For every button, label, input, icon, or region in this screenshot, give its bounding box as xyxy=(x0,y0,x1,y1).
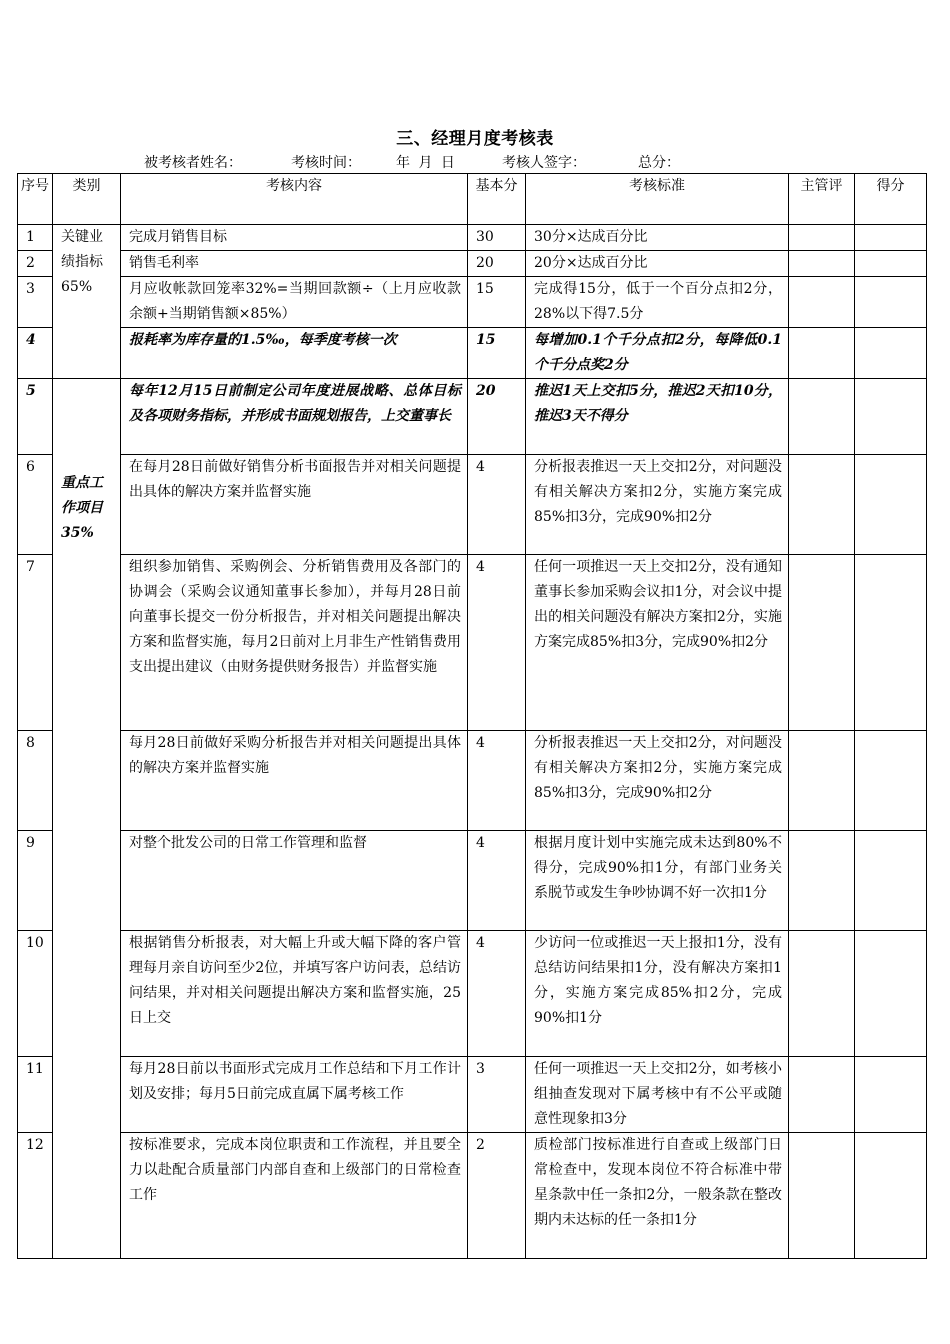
header-manager-eval: 主管评 xyxy=(789,174,855,225)
row-seq: 10 xyxy=(18,931,53,1057)
row-base-score: 4 xyxy=(468,455,526,555)
row-score-cell[interactable] xyxy=(855,731,927,831)
row-seq: 2 xyxy=(18,251,53,277)
row-base-score: 4 xyxy=(468,731,526,831)
row-score-cell[interactable] xyxy=(855,328,927,379)
row-base-score: 20 xyxy=(468,379,526,455)
row-standard: 少访问一位或推迟一天上报扣1分，没有总结访问结果扣1分，没有解决方案扣1分，实施方案完成85%扣2分，完成90%扣1分 xyxy=(526,931,789,1057)
row-score-cell[interactable] xyxy=(855,251,927,277)
table-row xyxy=(18,225,927,251)
category-key-performance: 关键业绩指标65% xyxy=(53,225,121,379)
row-base-score: 30 xyxy=(468,225,526,251)
meta-line xyxy=(0,152,950,172)
row-base-score: 2 xyxy=(468,1133,526,1259)
header-standard: 考核标准 xyxy=(526,174,789,225)
row-base-score: 4 xyxy=(468,831,526,931)
total-score-label: 总分： xyxy=(638,155,680,171)
assessee-name-label: 被考核者姓名： xyxy=(144,155,242,171)
row-score-cell[interactable] xyxy=(855,931,927,1057)
row-content: 按标准要求，完成本岗位职责和工作流程，并且要全力以赴配合质量部门内部自查和上级部门的日常检查工作 xyxy=(121,1133,468,1259)
row-seq: 7 xyxy=(18,555,53,731)
row-seq: 3 xyxy=(18,277,53,328)
row-seq: 11 xyxy=(18,1057,53,1133)
row-standard: 根据月度计划中实施完成未达到80%不得分，完成90%扣1分，有部门业务关系脱节或发生争吵协调不好一次扣1分 xyxy=(526,831,789,931)
row-content: 报耗率为库存量的1.5‰，每季度考核一次 xyxy=(121,328,468,379)
row-base-score: 4 xyxy=(468,555,526,731)
row-seq: 12 xyxy=(18,1133,53,1259)
table-row xyxy=(18,277,927,328)
row-seq: 4 xyxy=(18,328,53,379)
row-manager-eval-cell[interactable] xyxy=(789,731,855,831)
assessment-table xyxy=(17,173,927,1259)
row-score-cell[interactable] xyxy=(855,555,927,731)
table-row xyxy=(18,731,927,831)
table-row xyxy=(18,1133,927,1259)
row-score-cell[interactable] xyxy=(855,1057,927,1133)
date-label: 年 月 日 xyxy=(396,155,455,171)
row-manager-eval-cell[interactable] xyxy=(789,831,855,931)
row-standard: 20分×达成百分比 xyxy=(526,251,789,277)
row-manager-eval-cell[interactable] xyxy=(789,1133,855,1259)
header-seq: 序号 xyxy=(18,174,53,225)
row-base-score: 15 xyxy=(468,277,526,328)
row-standard: 30分×达成百分比 xyxy=(526,225,789,251)
row-standard: 完成得15分，低于一个百分点扣2分，28%以下得7.5分 xyxy=(526,277,789,328)
row-manager-eval-cell[interactable] xyxy=(789,328,855,379)
row-seq: 9 xyxy=(18,831,53,931)
row-seq: 8 xyxy=(18,731,53,831)
table-row xyxy=(18,555,927,731)
row-content: 每月28日前做好采购分析报告并对相关问题提出具体的解决方案并监督实施 xyxy=(121,731,468,831)
row-standard: 分析报表推迟一天上交扣2分，对问题没有相关解决方案扣2分，实施方案完成85%扣3分，完成90%扣2分 xyxy=(526,455,789,555)
assessor-signature-label: 考核人签字： xyxy=(502,155,586,171)
row-score-cell[interactable] xyxy=(855,379,927,455)
row-content: 每年12月15日前制定公司年度进展战略、总体目标及各项财务指标，并形成书面规划报告，上交董事长 xyxy=(121,379,468,455)
header-category: 类别 xyxy=(53,174,121,225)
header-row xyxy=(18,174,927,225)
row-content: 销售毛利率 xyxy=(121,251,468,277)
row-standard: 任何一项推迟一天上交扣2分，如考核小组抽查发现对下属考核中有不公平或随意性现象扣3分 xyxy=(526,1057,789,1133)
row-seq: 1 xyxy=(18,225,53,251)
row-standard: 质检部门按标准进行自查或上级部门日常检查中，发现本岗位不符合标准中带星条款中任一条扣2分，一般条款在整改期内未达标的任一条扣1分 xyxy=(526,1133,789,1259)
table-row xyxy=(18,455,927,555)
row-base-score: 3 xyxy=(468,1057,526,1133)
row-seq: 6 xyxy=(18,455,53,555)
page-title: 三、经理月度考核表 xyxy=(396,129,554,149)
category-key-work: 重点工作项目35% xyxy=(53,379,121,1259)
row-content: 在每月28日前做好销售分析书面报告并对相关问题提出具体的解决方案并监督实施 xyxy=(121,455,468,555)
row-seq: 5 xyxy=(18,379,53,455)
row-score-cell[interactable] xyxy=(855,455,927,555)
row-standard: 分析报表推迟一天上交扣2分，对问题没有相关解决方案扣2分，实施方案完成85%扣3分，完成90%扣2分 xyxy=(526,731,789,831)
row-standard: 每增加0.1个千分点扣2分，每降低0.1个千分点奖2分 xyxy=(526,328,789,379)
row-base-score: 20 xyxy=(468,251,526,277)
row-manager-eval-cell[interactable] xyxy=(789,1057,855,1133)
row-content: 完成月销售目标 xyxy=(121,225,468,251)
table-row xyxy=(18,931,927,1057)
row-manager-eval-cell[interactable] xyxy=(789,555,855,731)
header-score: 得分 xyxy=(855,174,927,225)
row-manager-eval-cell[interactable] xyxy=(789,931,855,1057)
row-content: 月应收帐款回笼率32%=当期回款额÷（上月应收款余额+当期销售额×85%） xyxy=(121,277,468,328)
row-score-cell[interactable] xyxy=(855,277,927,328)
row-manager-eval-cell[interactable] xyxy=(789,251,855,277)
row-base-score: 4 xyxy=(468,931,526,1057)
row-content: 根据销售分析报表，对大幅上升或大幅下降的客户管理每月亲自访问至少2位，并填写客户访问表，总结访问结果，并对相关问题提出解决方案和监督实施，25日上交 xyxy=(121,931,468,1057)
header-content: 考核内容 xyxy=(121,174,468,225)
row-score-cell[interactable] xyxy=(855,831,927,931)
row-score-cell[interactable] xyxy=(855,1133,927,1259)
row-content: 组织参加销售、采购例会、分析销售费用及各部门的协调会（采购会议通知董事长参加），并每月28日前向董事长提交一份分析报告，并对相关问题提出解决方案和监督实施，每月2日前对上月非生产性销售费用支出提出建议（由财务提供财务报告）并监督实施 xyxy=(121,555,468,731)
row-standard: 任何一项推迟一天上交扣2分，没有通知董事长参加采购会议扣1分，对会议中提出的相关问题没有解决方案扣2分，实施方案完成85%扣3分，完成90%扣2分 xyxy=(526,555,789,731)
row-content: 每月28日前以书面形式完成月工作总结和下月工作计划及安排；每月5日前完成直属下属考核工作 xyxy=(121,1057,468,1133)
row-manager-eval-cell[interactable] xyxy=(789,455,855,555)
table-row xyxy=(18,831,927,931)
table-row xyxy=(18,328,927,379)
row-content: 对整个批发公司的日常工作管理和监督 xyxy=(121,831,468,931)
header-base-score: 基本分 xyxy=(468,174,526,225)
row-manager-eval-cell[interactable] xyxy=(789,225,855,251)
row-base-score: 15 xyxy=(468,328,526,379)
row-score-cell[interactable] xyxy=(855,225,927,251)
row-standard: 推迟1天上交扣5分，推迟2天扣10分，推迟3天不得分 xyxy=(526,379,789,455)
row-manager-eval-cell[interactable] xyxy=(789,379,855,455)
table-row xyxy=(18,251,927,277)
table-row xyxy=(18,1057,927,1133)
table-row xyxy=(18,379,927,455)
assessment-time-label: 考核时间： xyxy=(291,155,361,171)
row-manager-eval-cell[interactable] xyxy=(789,277,855,328)
